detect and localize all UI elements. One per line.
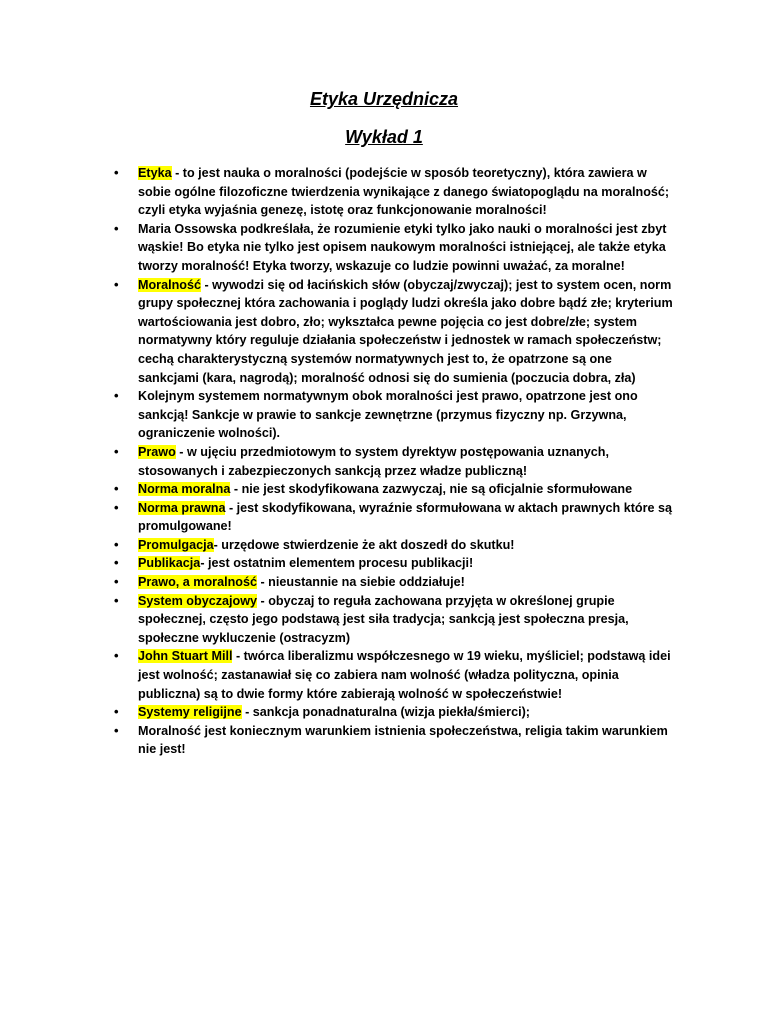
highlighted-term: Promulgacja bbox=[138, 537, 214, 552]
highlighted-term: Prawo, a moralność bbox=[138, 575, 257, 590]
highlighted-term: Moralność bbox=[138, 277, 201, 292]
highlighted-term: John Stuart Mill bbox=[138, 649, 233, 664]
item-text: - jest ostatnim elementem procesu publikacji! bbox=[200, 556, 474, 571]
item-text: - sankcja ponadnaturalna (wizja piekła/śmierci); bbox=[241, 705, 530, 720]
bullet-list bbox=[114, 164, 674, 759]
bullet-icon: • bbox=[114, 574, 119, 590]
item-text: - nie jest skodyfikowana zazwyczaj, nie są oficjalnie sformułowane bbox=[230, 482, 633, 497]
bullet-icon: • bbox=[114, 481, 119, 497]
bullet-icon: • bbox=[114, 443, 119, 459]
bullet-icon: • bbox=[114, 499, 119, 515]
bullet-icon: • bbox=[114, 220, 119, 236]
item-text: - urzędowe stwierdzenie że akt doszedł do skutku! bbox=[213, 537, 515, 552]
list-item bbox=[114, 387, 674, 443]
bullet-icon: • bbox=[114, 704, 119, 720]
highlighted-term: Etyka bbox=[138, 166, 172, 180]
document-title: Etyka Urzędnicza bbox=[309, 89, 459, 109]
highlighted-term: Publikacja bbox=[138, 556, 201, 571]
list-item bbox=[114, 499, 674, 536]
list-item bbox=[114, 443, 674, 480]
highlighted-term: Norma prawna bbox=[138, 500, 226, 515]
list-item bbox=[114, 573, 674, 592]
item-text: - jest skodyfikowana, wyraźnie sformułowana w aktach prawnych które są promulgowane! bbox=[138, 500, 673, 534]
item-text: - to jest nauka o moralności (podejście w sposób teoretyczny), która zawiera w sobie ogólne filozoficzne twierdzenia wynikające z danego światopoglądu na moralność; czyli etyka wyjaśnia genezę, istotę oraz funkcjonowanie moralności! bbox=[138, 166, 670, 218]
item-text: Kolejnym systemem normatywnym obok moralności jest prawo, opatrzone jest ono sankcją! Sankcje w prawie to sankcje zewnętrzne (przymus fizyczny np. Grzywna, ograniczenie wolności). bbox=[138, 389, 638, 441]
bullet-icon: • bbox=[114, 536, 119, 552]
list-item bbox=[114, 703, 674, 722]
list-item bbox=[114, 480, 674, 499]
list-item bbox=[114, 554, 674, 573]
list-item bbox=[114, 647, 674, 703]
item-text: - twórca liberalizmu współczesnego w 19 wieku, myśliciel; podstawą idei jest wolność; zastanawiał się co zabiera nam wolność (władza polityczna, opinia publiczna) są to dwie formy które zabierają wolność w społeczeństwie! bbox=[138, 649, 671, 701]
bullet-icon: • bbox=[114, 648, 119, 664]
highlighted-term: Norma moralna bbox=[138, 482, 231, 497]
item-text: Maria Ossowska podkreślała, że rozumienie etyki tylko jako nauki o moralności jest zbyt wąskie! Bo etyka nie tylko jest opisem naukowym moralności istniejącej, ale także etyka tworzy moralność! Etyka tworzy, wskazuje co ludzie powinni uważać, za moralne! bbox=[138, 221, 667, 273]
bullet-icon: • bbox=[114, 276, 119, 292]
item-text: - wywodzi się od łacińskich słów (obyczaj/zwyczaj); jest to system ocen, norm grupy społecznej która zachowania i poglądy ludzi określa jako dobre bądź złe; kryterium wartościowania jest dobro, zło; wykształca pewne pojęcia co jest dobre/złe; system normatywny który reguluje działania społeczeństw i jednostek w ramach społeczeństw; cechą charakterystyczną systemów normatywnych jest to, że opatrzone są one sankcjami (kara, nagrodą); moralność odnosi się do sumienia (poczucia dobra, zła) bbox=[138, 277, 673, 385]
bullet-icon: • bbox=[114, 722, 119, 738]
list-item bbox=[114, 164, 674, 220]
item-text: Moralność jest koniecznym warunkiem istnienia społeczeństwa, religia takim warunkiem nie jest! bbox=[138, 723, 668, 757]
list-item bbox=[114, 536, 674, 555]
list-item bbox=[114, 592, 674, 648]
document-subtitle: Wykład 1 bbox=[345, 127, 423, 147]
bullet-icon: • bbox=[114, 592, 119, 608]
list-item bbox=[114, 220, 674, 276]
bullet-icon: • bbox=[114, 165, 119, 180]
item-text: - w ujęciu przedmiotowym to system dyrektyw postępowania uznanych, stosowanych i zabezpieczonych sankcją przez władze publiczną! bbox=[138, 444, 609, 478]
list-item bbox=[114, 722, 674, 759]
bullet-icon: • bbox=[114, 555, 119, 571]
bullet-icon: • bbox=[114, 388, 119, 404]
item-text: - nieustannie na siebie oddziałuje! bbox=[256, 575, 465, 590]
item-text: - obyczaj to reguła zachowana przyjęta w określonej grupie społecznej, często jego podstawą jest siła tradycja; sankcją jest społeczna presja, społeczne wykluczenie (ostracyzm) bbox=[138, 593, 629, 645]
highlighted-term: System obyczajowy bbox=[138, 593, 257, 608]
list-item bbox=[114, 276, 674, 388]
highlighted-term: Prawo bbox=[138, 444, 176, 459]
highlighted-term: Systemy religijne bbox=[138, 705, 242, 720]
